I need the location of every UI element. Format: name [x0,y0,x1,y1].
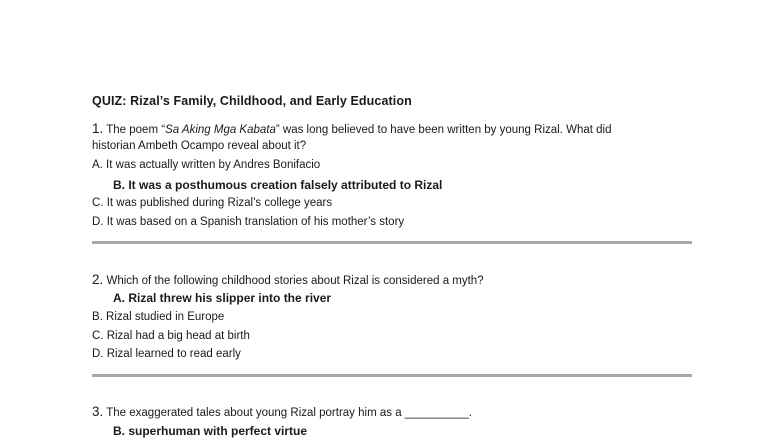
question-3-text [92,404,472,419]
question-2-text [92,272,484,287]
question-1-option-a: A. It was actually written by Andres Bonifacio [92,159,321,171]
poem-title: Sa Aking Mga Kabata [165,124,276,136]
question-2-option-d: D. Rizal learned to read early [92,348,241,360]
question-1-answer: B. It was a posthumous creation falsely attributed to Rizal [113,178,443,192]
question-2-number: 2. [92,272,104,287]
question-2-text-body: Which of the following childhood stories about Rizal is considered a myth? [103,275,484,287]
question-3-number: 3. [92,404,104,419]
question-1-text [92,121,611,136]
divider-2 [92,374,692,377]
question-2-answer: A. Rizal threw his slipper into the river [113,291,332,305]
question-1-number: 1. [92,121,104,136]
question-1-text-line2: historian Ambeth Ocampo reveal about it? [92,140,307,152]
question-1-option-d: D. It was based on a Spanish translation of his mother’s story [92,216,405,228]
question-1-option-c: C. It was published during Rizal’s college years [92,197,333,209]
divider-1 [92,241,692,244]
question-3-answer: B. superhuman with perfect virtue [113,424,308,438]
question-2-option-c: C. Rizal had a big head at birth [92,330,250,342]
question-2-option-b: B. Rizal studied in Europe [92,311,225,323]
question-1-text-before: The poem “ [103,124,166,136]
quiz-title: QUIZ: Rizal’s Family, Childhood, and Early Education [92,94,412,108]
question-3-text-body: The exaggerated tales about young Rizal portray him as a __________. [103,407,472,419]
question-1-text-after: ” was long believed to have been written by young Rizal. What did [275,124,612,136]
